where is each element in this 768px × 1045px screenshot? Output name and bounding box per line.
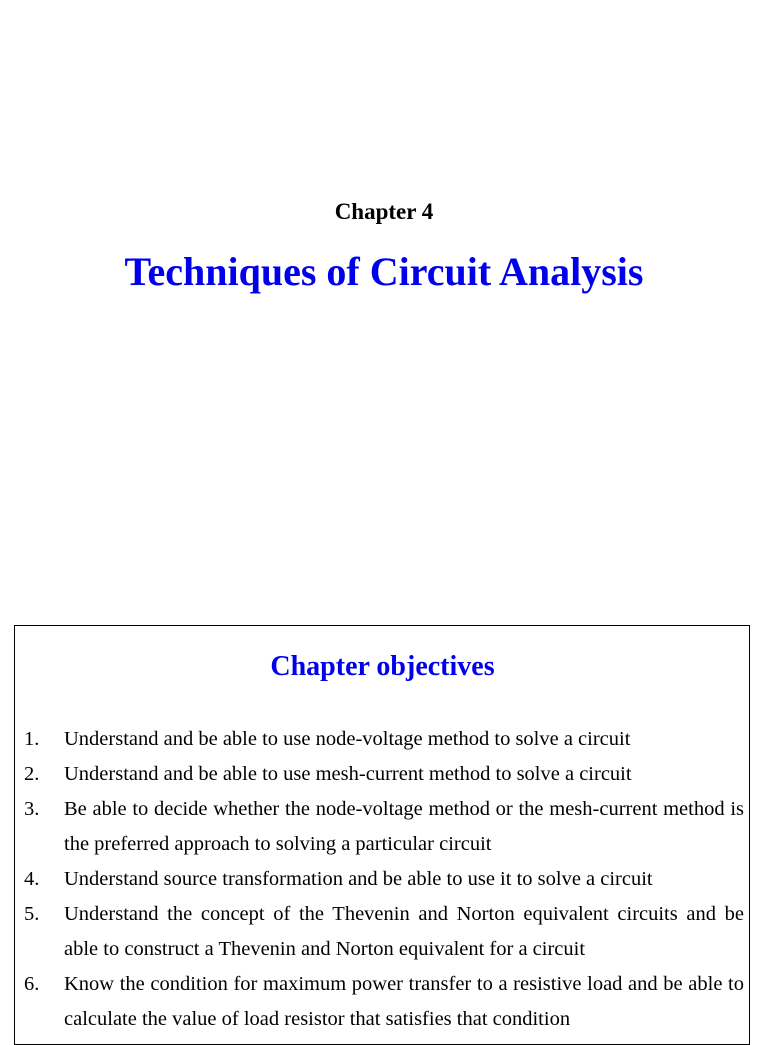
objective-text: Be able to decide whether the node-voltage method or the mesh-current method is the preferred approach to solving a particular circuit bbox=[64, 798, 744, 855]
objective-number: 5. bbox=[24, 903, 40, 925]
objective-item bbox=[24, 967, 744, 1037]
objective-item bbox=[24, 862, 744, 897]
chapter-label: Chapter 4 bbox=[334, 199, 434, 224]
chapter-title: Techniques of Circuit Analysis bbox=[124, 249, 644, 294]
objective-item bbox=[24, 897, 744, 967]
objective-number: 3. bbox=[24, 798, 40, 820]
objective-text: Know the condition for maximum power transfer to a resistive load and be able to calculate the value of load resistor that satisfies that condition bbox=[64, 973, 744, 1030]
objective-item bbox=[24, 757, 744, 792]
objective-number: 6. bbox=[24, 973, 40, 995]
objectives-heading: Chapter objectives bbox=[270, 651, 495, 682]
objective-number: 1. bbox=[24, 728, 40, 750]
objective-number: 2. bbox=[24, 763, 40, 785]
objective-item bbox=[24, 722, 744, 757]
objective-text: Understand source transformation and be able to use it to solve a circuit bbox=[64, 868, 653, 890]
objective-text: Understand the concept of the Thevenin and Norton equivalent circuits and be able to construct a Thevenin and Norton equivalent for a circuit bbox=[64, 903, 744, 960]
objective-item bbox=[24, 792, 744, 862]
objectives-list bbox=[24, 722, 744, 1037]
objective-text: Understand and be able to use mesh-current method to solve a circuit bbox=[64, 763, 632, 785]
objective-number: 4. bbox=[24, 868, 40, 890]
objective-text: Understand and be able to use node-voltage method to solve a circuit bbox=[64, 728, 631, 750]
